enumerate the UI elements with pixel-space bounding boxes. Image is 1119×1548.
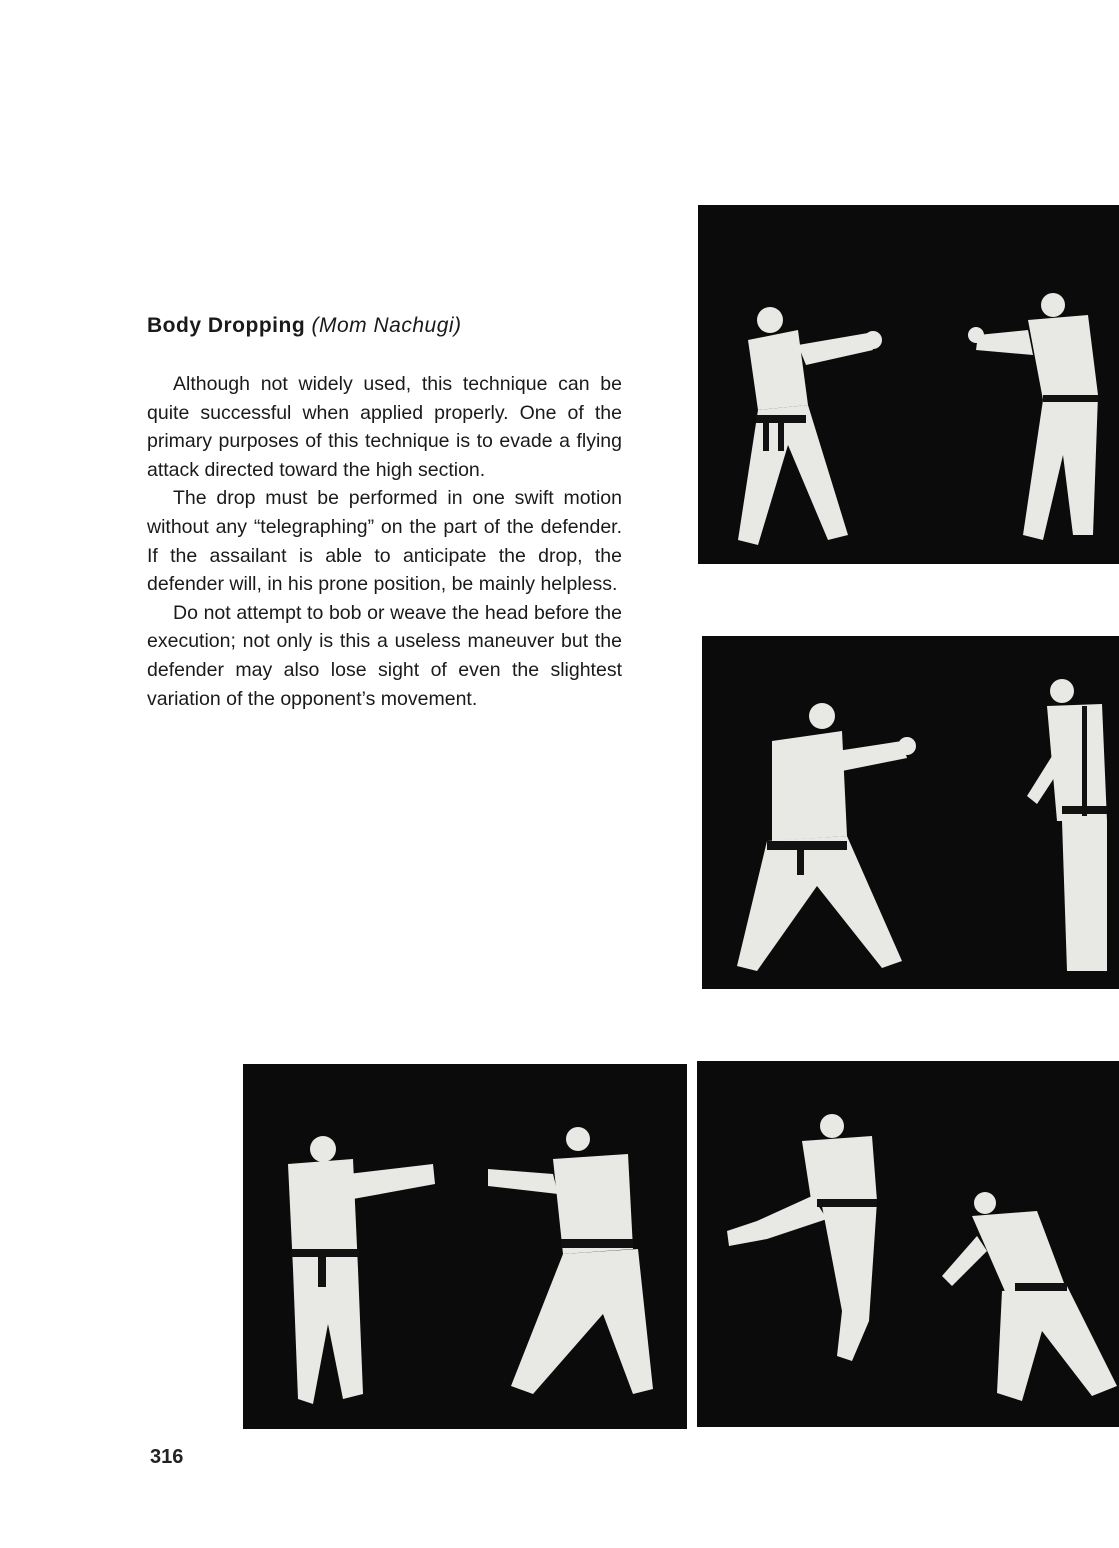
figures-illustration [697, 1061, 1119, 1427]
body-text [147, 370, 622, 713]
section-heading [147, 314, 462, 338]
figures-illustration [698, 205, 1119, 564]
section-title: Body Dropping [147, 314, 306, 337]
paragraph: Although not widely used, this technique can be quite successful when applied properly. One of the primary purposes of this technique is to evade a flying attack directed toward the high section. [147, 373, 622, 481]
photo-close-range [243, 1064, 687, 1429]
photo-flying-kick [697, 1061, 1119, 1427]
paragraph: Do not attempt to bob or weave the head before the execution; not only is this a useless maneuver but the defender may also lose sight of even the slightest variation of the opponent’s movement. [147, 601, 622, 710]
section-subtitle: (Mom Nachugi) [311, 314, 462, 337]
page-number: 316 [150, 1446, 184, 1468]
photo-low-stance [702, 636, 1119, 989]
photo-sparring-stance [698, 205, 1119, 564]
figures-illustration [702, 636, 1119, 989]
paragraph: The drop must be performed in one swift motion without any “telegraphing” on the part of the defender. If the assailant is able to anticipate the drop, the defender will, in his prone position, be mainly helpless. [147, 487, 622, 596]
figures-illustration [243, 1064, 687, 1429]
